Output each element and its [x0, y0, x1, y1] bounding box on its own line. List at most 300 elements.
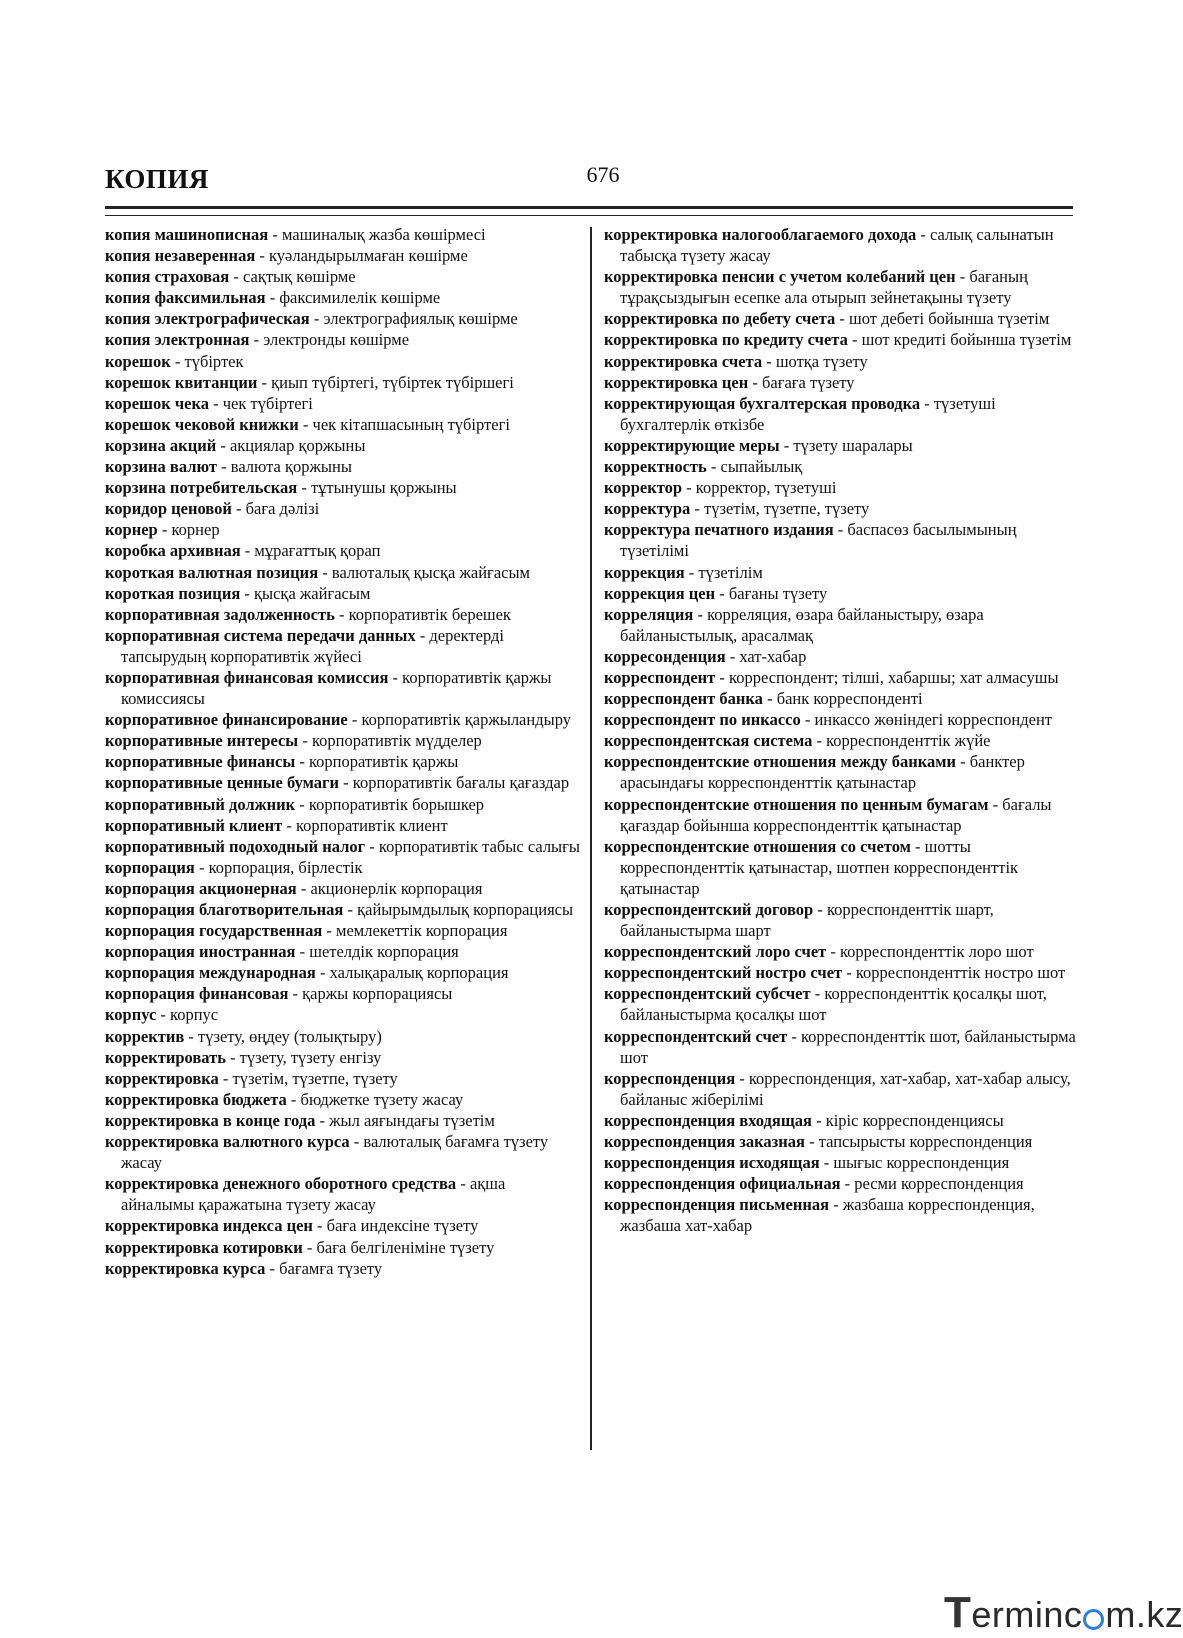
- entry-definition: хат-хабар: [739, 646, 807, 666]
- entry-separator: -: [296, 878, 311, 898]
- entry-definition: корнер: [171, 520, 220, 540]
- entry-term: корреспондент: [604, 667, 716, 687]
- entry-separator: -: [298, 731, 312, 751]
- entry-term: корпоративная задолженность: [105, 604, 335, 624]
- entry-definition: ресми корреспонденция: [854, 1174, 1024, 1194]
- entry-separator: -: [725, 646, 740, 666]
- entry-separator: -: [819, 1153, 834, 1173]
- entry-separator: -: [288, 984, 303, 1004]
- entry-term: корзина акций: [105, 435, 217, 455]
- dictionary-entry: [105, 815, 582, 836]
- entry-definition: корпоративтік мүдделер: [311, 731, 482, 751]
- entry-definition: бағаны түзету: [728, 583, 828, 603]
- dictionary-entry: [105, 604, 582, 625]
- entry-definition: салық салынатын табысқа түзету жасау: [620, 225, 1054, 266]
- entry-definition: баға дәлізі: [245, 499, 320, 519]
- entry-definition: қаржы корпорациясы: [302, 984, 453, 1004]
- entry-separator: -: [779, 435, 794, 455]
- dictionary-entry: [604, 1194, 1076, 1236]
- entry-separator: -: [302, 1237, 317, 1257]
- dictionary-entry: [105, 245, 582, 266]
- entry-term: корректировка по дебету счета: [604, 309, 836, 329]
- entry-separator: -: [811, 1110, 826, 1130]
- entry-definition: корреляция, өзара байланыстыру, өзара байланыстылық, арасалмақ: [620, 604, 984, 645]
- entry-term: корресонденция: [604, 646, 726, 666]
- entry-definition: халықаралық корпорация: [329, 963, 509, 983]
- entry-definition: баға индексіне түзету: [326, 1216, 479, 1236]
- entry-separator: -: [297, 478, 311, 498]
- entry-term: корреспонденция заказная: [604, 1132, 805, 1152]
- dictionary-entry: [604, 372, 1076, 393]
- logo-text-c: c: [1063, 1594, 1083, 1635]
- entry-definition: банк корреспонденті: [776, 689, 923, 709]
- header-rule: [105, 206, 1073, 216]
- termincom-logo: [944, 1588, 1183, 1637]
- entry-definition: корпорация, бірлестік: [208, 857, 363, 877]
- entry-term: корреспондентский субсчет: [604, 984, 811, 1004]
- entry-separator: -: [216, 435, 230, 455]
- entry-definition: бағамға түзету: [279, 1258, 383, 1278]
- entry-term: корректность: [604, 457, 707, 477]
- entry-term: корректура печатного издания: [604, 520, 834, 540]
- dictionary-entry: [105, 1215, 582, 1236]
- entry-term: корреспонденция официальная: [604, 1174, 841, 1194]
- entry-definition: чек түбіртегі: [222, 393, 313, 413]
- entry-term: корреспондентский счет: [604, 1026, 788, 1046]
- entry-separator: -: [231, 499, 246, 519]
- dictionary-entry: [105, 351, 582, 372]
- dictionary-entry: [604, 730, 1076, 751]
- entry-separator: -: [265, 1258, 280, 1278]
- entry-definition: түзетілім: [698, 562, 763, 582]
- entry-separator: -: [804, 1132, 819, 1152]
- entry-term: корешок: [105, 351, 171, 371]
- entry-separator: -: [810, 984, 825, 1004]
- column-divider: [590, 227, 592, 1450]
- entry-separator: -: [322, 921, 336, 941]
- dictionary-entry: [105, 414, 582, 435]
- entry-separator: -: [240, 583, 254, 603]
- right-column: [604, 224, 1076, 1237]
- page-number: 676: [586, 162, 620, 187]
- entry-separator: -: [295, 942, 310, 962]
- dictionary-entry: [604, 941, 1076, 962]
- entry-definition: банктер арасындағы корреспонденттік қатынастар: [620, 752, 1025, 793]
- dictionary-entry: [105, 899, 582, 920]
- entry-term: корреспондентский договор: [604, 900, 814, 919]
- entry-separator: -: [315, 1110, 330, 1130]
- dictionary-entry: [105, 498, 582, 519]
- entry-definition: корпоративтік клиент: [295, 815, 448, 835]
- entry-definition: түзетім, түзетпе, түзету: [704, 499, 870, 519]
- entry-separator: -: [282, 815, 296, 835]
- entry-term: корректировка цен: [604, 372, 749, 392]
- dictionary-entry: [604, 688, 1076, 709]
- entry-definition: корпоративтік борышкер: [308, 794, 485, 814]
- entry-term: копия машинописная: [105, 225, 269, 244]
- entry-separator: -: [339, 773, 353, 793]
- entry-definition: түзету шаралары: [793, 435, 913, 455]
- dictionary-entry: [105, 730, 582, 751]
- entry-separator: -: [920, 393, 934, 413]
- dictionary-entry: [105, 224, 582, 245]
- entry-definition: қайырымдылық корпорациясы: [357, 900, 574, 919]
- entry-definition: корреспонденттік ностро шот: [855, 963, 1066, 983]
- dictionary-entry: [105, 287, 582, 308]
- entry-term: корреспонденция исходящая: [604, 1153, 820, 1173]
- entry-definition: шотты корреспонденттік қатынастар, шотпен корреспонденттік қатынастар: [620, 836, 1019, 898]
- entry-term: корпоративные финансы: [105, 752, 296, 772]
- entry-separator: -: [693, 604, 708, 624]
- entry-definition: куәландырылмаған көшірме: [269, 246, 468, 266]
- entry-term: корпорация государственная: [105, 921, 323, 941]
- entry-separator: -: [217, 457, 231, 477]
- entry-separator: -: [762, 351, 776, 371]
- entry-term: корреспондент банка: [604, 689, 763, 709]
- left-column: [105, 224, 582, 1279]
- dictionary-entry: [105, 477, 582, 498]
- entry-term: корреспондент по инкассо: [604, 710, 801, 730]
- dictionary-entry: [105, 308, 582, 329]
- entry-term: корпорация благотворительная: [105, 900, 344, 919]
- entry-separator: -: [229, 267, 243, 287]
- entry-definition: шотқа түзету: [775, 351, 868, 371]
- entry-term: корпорация иностранная: [105, 942, 296, 962]
- dictionary-entry: [105, 794, 582, 815]
- dictionary-entry: [604, 351, 1076, 372]
- entry-term: корректировка индекса цен: [105, 1216, 313, 1236]
- entry-term: копия страховая: [105, 267, 230, 287]
- entry-separator: -: [334, 604, 349, 624]
- entry-definition: жыл аяғындағы түзетім: [329, 1110, 495, 1130]
- entry-separator: -: [157, 520, 172, 540]
- entry-definition: бағаға түзету: [761, 372, 855, 392]
- dictionary-entry: [604, 646, 1076, 667]
- entry-term: корреспонденция: [604, 1068, 736, 1088]
- dictionary-entry: [105, 1173, 582, 1215]
- entry-definition: корреспонденция, хат-хабар, хат-хабар алысу, байланыс жіберілімі: [620, 1068, 1071, 1109]
- dictionary-entry: [105, 1131, 582, 1173]
- entry-separator: -: [415, 625, 430, 645]
- entry-term: корреляция: [604, 604, 694, 624]
- entry-definition: шетелдік корпорация: [309, 942, 459, 962]
- entry-separator: -: [194, 857, 209, 877]
- dictionary-entry: [105, 1237, 582, 1258]
- entry-separator: -: [956, 752, 970, 772]
- entry-separator: -: [826, 942, 840, 962]
- dictionary-entry: [105, 751, 582, 772]
- entry-term: корреспондентские отношения по ценным бумагам: [604, 794, 989, 814]
- entry-definition: корректор, түзетуші: [695, 478, 837, 498]
- entry-definition: шот дебеті бойынша түзетім: [849, 309, 1050, 329]
- dictionary-entry: [105, 519, 582, 540]
- entry-separator: -: [225, 1047, 240, 1067]
- entry-definition: инкассо жөніндегі корреспондент: [814, 710, 1052, 730]
- dictionary-entry: [105, 540, 582, 561]
- entry-separator: -: [349, 1132, 364, 1152]
- logo-text-domain: m.kz: [1105, 1594, 1183, 1635]
- entry-separator: -: [842, 963, 856, 983]
- dictionary-entry: [604, 709, 1076, 730]
- entry-definition: валюталық қысқа жайғасым: [331, 562, 530, 582]
- entry-separator: -: [268, 225, 282, 244]
- entry-separator: -: [315, 963, 330, 983]
- entry-definition: корпоративтік қаржыландыру: [361, 710, 571, 730]
- entry-term: корректировка налогооблагаемого дохода: [604, 225, 917, 244]
- entry-separator: -: [910, 836, 925, 856]
- entry-separator: -: [735, 1068, 749, 1088]
- entry-separator: -: [295, 794, 309, 814]
- entry-separator: -: [800, 710, 815, 730]
- entry-term: корпоративное финансирование: [105, 710, 348, 730]
- dictionary-entry: [604, 224, 1076, 266]
- entry-separator: -: [787, 1026, 801, 1046]
- dictionary-entry: [604, 1110, 1076, 1131]
- entry-separator: -: [456, 1174, 470, 1194]
- entry-separator: -: [265, 288, 280, 308]
- entry-definition: машиналық жазба көшірмесі: [281, 225, 486, 244]
- dictionary-entry: [604, 393, 1076, 435]
- entry-definition: сақтық көшірме: [242, 267, 356, 287]
- entry-definition: ақша айналымы қаражатына түзету жасау: [121, 1174, 506, 1215]
- entry-definition: деректерді тапсырудың корпоративтік жүйесі: [121, 625, 505, 666]
- entry-definition: қысқа жайғасым: [254, 583, 371, 603]
- dictionary-entry: [604, 266, 1076, 308]
- entry-term: корректирующая бухгалтерская проводка: [604, 393, 921, 413]
- entry-term: корпоративные интересы: [105, 731, 299, 751]
- dictionary-entry: [105, 709, 582, 730]
- dictionary-entry: [604, 435, 1076, 456]
- dictionary-entry: [105, 962, 582, 983]
- entry-term: корешок чека: [105, 393, 209, 413]
- dictionary-entry: [105, 625, 582, 667]
- dictionary-entry: [604, 477, 1076, 498]
- dictionary-entry: [604, 583, 1076, 604]
- entry-definition: түбіртек: [184, 351, 244, 371]
- entry-separator: -: [840, 1174, 855, 1194]
- entry-separator: -: [813, 900, 827, 919]
- entry-definition: жазбаша корреспонденция, жазбаша хат-хабар: [620, 1195, 1035, 1236]
- entry-separator: -: [762, 689, 777, 709]
- entry-term: корешок квитанции: [105, 372, 258, 392]
- entry-definition: баға белгіленіміне түзету: [316, 1237, 495, 1257]
- entry-term: корпоративный подоходный налог: [105, 836, 366, 856]
- entry-separator: -: [257, 372, 272, 392]
- entry-separator: -: [847, 330, 862, 350]
- dictionary-entry: [105, 667, 582, 709]
- entry-term: корректор: [604, 478, 683, 498]
- entry-definition: түзетуші бухгалтерлік өткізбе: [620, 393, 996, 434]
- entry-definition: факсимилелік көшірме: [279, 288, 441, 308]
- entry-term: коррекция: [604, 562, 685, 582]
- entry-definition: электронды көшірме: [263, 330, 410, 350]
- entry-term: копия факсимильная: [105, 288, 266, 308]
- entry-term: корректировка валютного курса: [105, 1132, 350, 1152]
- entry-definition: корпоративтік табыс салығы: [378, 836, 580, 856]
- entry-separator: -: [156, 1005, 171, 1025]
- entry-definition: кіріс корреспонденциясы: [825, 1110, 1004, 1130]
- dictionary-entry: [604, 1026, 1076, 1068]
- entry-definition: валюталық бағамға түзету жасау: [121, 1132, 549, 1173]
- entry-separator: -: [295, 752, 309, 772]
- entry-separator: -: [318, 562, 332, 582]
- entry-definition: бағаның тұрақсыздығын есепке ала отырып зейнетақыны түзету: [620, 267, 1028, 308]
- dictionary-entry: [604, 519, 1076, 561]
- entry-term: копия незаверенная: [105, 246, 256, 266]
- dictionary-entry: [105, 562, 582, 583]
- entry-definition: бюджетке түзету жасау: [300, 1089, 464, 1109]
- dictionary-entry: [604, 308, 1076, 329]
- running-head-word: КОПИЯ: [105, 164, 209, 194]
- dictionary-entry: [105, 1110, 582, 1131]
- entry-term: корректирующие меры: [604, 435, 780, 455]
- dictionary-entry: [105, 266, 582, 287]
- entry-separator: -: [690, 499, 705, 519]
- entry-term: короткая валютная позиция: [105, 562, 319, 582]
- entry-term: корзина валют: [105, 457, 217, 477]
- logo-text-part: ermin: [971, 1594, 1064, 1635]
- entry-term: корпус: [105, 1005, 157, 1025]
- entry-definition: корреспондент; тілші, хабаршы; хат алмасушы: [729, 667, 1059, 687]
- entry-term: коррекция цен: [604, 583, 716, 603]
- entry-term: корнер: [105, 520, 158, 540]
- dictionary-entry: [604, 836, 1076, 899]
- dictionary-entry: [105, 878, 582, 899]
- entry-separator: -: [347, 710, 362, 730]
- entry-separator: -: [682, 478, 696, 498]
- dictionary-entry: [604, 983, 1076, 1025]
- dictionary-entry: [604, 751, 1076, 793]
- dictionary-entry: [105, 435, 582, 456]
- dictionary-entry: [105, 1068, 582, 1089]
- dictionary-entry: [105, 836, 582, 857]
- entry-definition: түзету, өңдеу (толықтыру): [198, 1026, 382, 1046]
- dictionary-entry: [604, 604, 1076, 646]
- entry-separator: -: [170, 351, 185, 371]
- entry-term: корректировка счета: [604, 351, 763, 371]
- entry-term: корректировка денежного оборотного средства: [105, 1174, 457, 1194]
- entry-definition: корпоративтік қаржы: [308, 752, 459, 772]
- entry-term: корпоративная система передачи данных: [105, 625, 416, 645]
- entry-definition: шығыс корреспонденция: [833, 1153, 1010, 1173]
- entry-separator: -: [955, 267, 970, 287]
- entry-term: корпорация акционерная: [105, 878, 297, 898]
- dictionary-entry: [105, 1047, 582, 1068]
- entry-definition: электрографиялық көшірме: [323, 309, 518, 329]
- entry-definition: бағалы қағаздар бойынша корреспонденттік қатынастар: [620, 794, 1052, 835]
- entry-term: корректировка в конце года: [105, 1110, 316, 1130]
- dictionary-entry: [604, 329, 1076, 350]
- entry-term: копия электронная: [105, 330, 250, 350]
- entry-separator: -: [829, 1195, 843, 1215]
- dictionary-entry: [105, 329, 582, 350]
- logo-ring-icon: [1083, 1609, 1104, 1630]
- entry-term: коридор ценовой: [105, 499, 232, 519]
- entry-term: корректировать: [105, 1047, 226, 1067]
- entry-term: корректура: [604, 499, 691, 519]
- dictionary-entry: [604, 1131, 1076, 1152]
- entry-definition: корреспонденттік лоро шот: [840, 942, 1034, 962]
- dictionary-entry: [105, 772, 582, 793]
- entry-separator: -: [715, 667, 730, 687]
- entry-separator: -: [312, 1216, 327, 1236]
- dictionary-entry: [105, 983, 582, 1004]
- entry-term: корреспондентские отношения со счетом: [604, 836, 911, 856]
- entry-separator: -: [748, 372, 762, 392]
- entry-definition: тапсырысты корреспонденция: [818, 1132, 1033, 1152]
- entry-separator: -: [286, 1089, 301, 1109]
- dictionary-entry: [105, 1258, 582, 1279]
- entry-separator: -: [255, 246, 269, 266]
- entry-term: корреспондентский ностро счет: [604, 963, 843, 983]
- entry-term: короткая позиция: [105, 583, 241, 603]
- entry-definition: корреспонденттік қосалқы шот, байланыстырма қосалқы шот: [620, 984, 1047, 1025]
- entry-separator: -: [715, 583, 729, 603]
- dictionary-entry: [604, 498, 1076, 519]
- dictionary-entry: [604, 1152, 1076, 1173]
- entry-term: корреспондентский лоро счет: [604, 942, 827, 962]
- entry-separator: -: [365, 836, 379, 856]
- entry-term: корреспондентские отношения между банками: [604, 752, 956, 772]
- entry-separator: -: [184, 1026, 198, 1046]
- entry-term: корректировка пенсии с учетом колебаний цен: [604, 267, 956, 287]
- entry-term: корпорация: [105, 857, 195, 877]
- entry-term: корпоративная финансовая комиссия: [105, 667, 389, 687]
- entry-term: корректировка: [105, 1068, 219, 1088]
- logo-letter-t: T: [944, 1588, 972, 1637]
- dictionary-entry: [105, 857, 582, 878]
- entry-definition: валюта қоржыны: [230, 457, 352, 477]
- dictionary-entry: [105, 393, 582, 414]
- dictionary-entry: [105, 920, 582, 941]
- entry-term: корпоративный клиент: [105, 815, 283, 835]
- dictionary-entry: [604, 962, 1076, 983]
- entry-definition: акционерлік корпорация: [310, 878, 483, 898]
- entry-definition: баспасөз басылымының түзетілімі: [620, 520, 1017, 561]
- entry-definition: мұрағаттық қорап: [254, 541, 381, 561]
- entry-term: корпорация международная: [105, 963, 316, 983]
- entry-term: корпоративный должник: [105, 794, 296, 814]
- dictionary-entry: [604, 456, 1076, 477]
- entry-definition: корпоративтік бағалы қағаздар: [352, 773, 570, 793]
- dictionary-entry: [604, 562, 1076, 583]
- entry-term: корректировка котировки: [105, 1237, 303, 1257]
- entry-term: корреспонденция письменная: [604, 1195, 830, 1215]
- entry-term: копия электрографическая: [105, 309, 310, 329]
- entry-definition: сыпайылық: [720, 457, 803, 477]
- entry-term: корреспонденция входящая: [604, 1110, 812, 1130]
- entry-definition: мемлекеттік корпорация: [336, 921, 508, 941]
- entry-definition: акциялар қоржыны: [229, 435, 366, 455]
- entry-definition: корпоративтік қаржы комиссиясы: [121, 667, 552, 709]
- entry-term: корреспондентская система: [604, 731, 813, 751]
- entry-separator: -: [835, 309, 849, 329]
- entry-term: корректировка курса: [105, 1258, 266, 1278]
- entry-separator: -: [812, 731, 827, 751]
- entry-definition: корреспонденттік жүйе: [826, 731, 991, 751]
- entry-term: корзина потребительская: [105, 478, 298, 498]
- entry-definition: корпоративтік берешек: [348, 604, 511, 624]
- page-header: [105, 150, 1073, 210]
- dictionary-entry: [105, 1026, 582, 1047]
- entry-separator: -: [309, 309, 324, 329]
- entry-separator: -: [833, 520, 848, 540]
- dictionary-entry: [604, 899, 1076, 941]
- entry-term: корректив: [105, 1026, 185, 1046]
- entry-term: корпорация финансовая: [105, 984, 289, 1004]
- entry-term: корректировка по кредиту счета: [604, 330, 848, 350]
- entry-term: коробка архивная: [105, 541, 241, 561]
